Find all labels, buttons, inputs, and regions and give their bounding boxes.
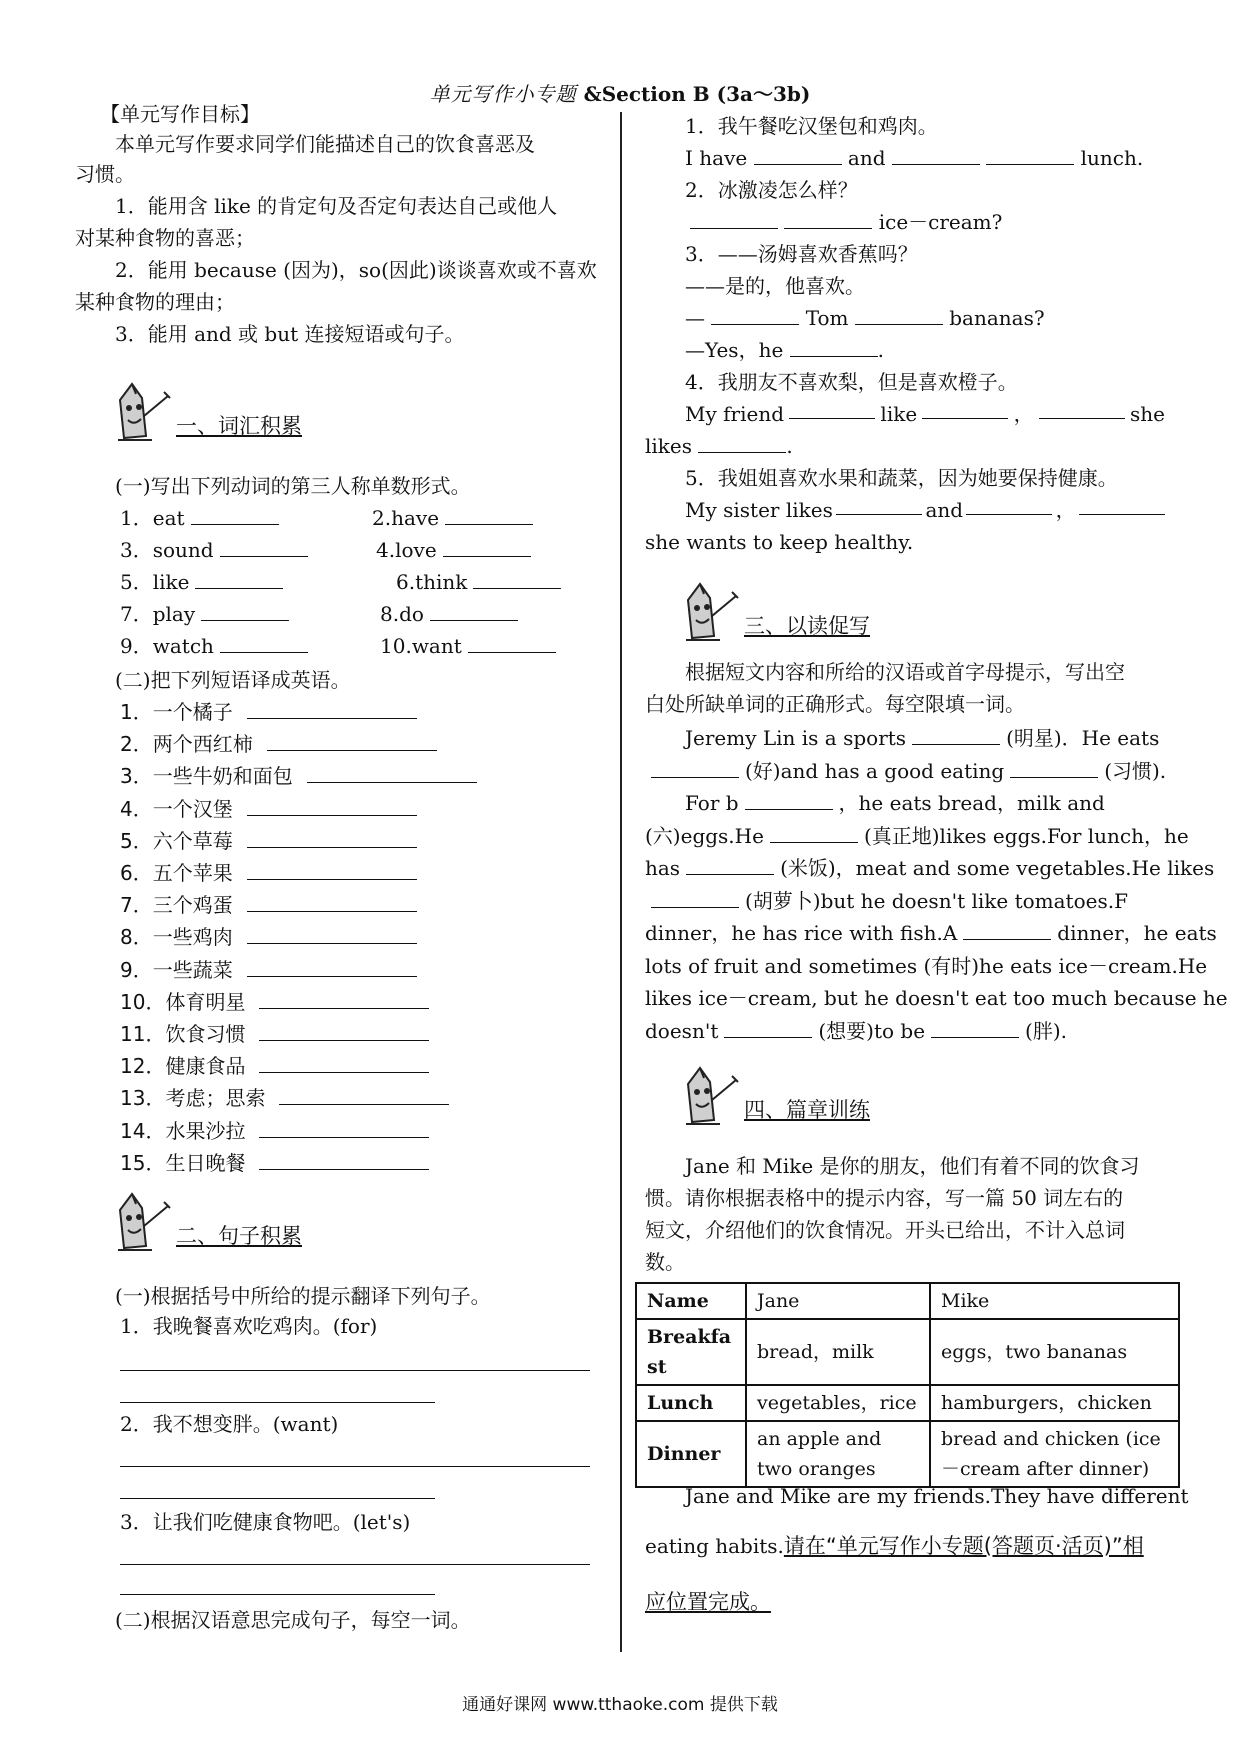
- blank[interactable]: [279, 1084, 449, 1105]
- verb-word: play: [152, 602, 196, 626]
- verb-word: do: [399, 602, 424, 626]
- text: .: [877, 338, 884, 362]
- pencil-mascot-icon: [680, 580, 740, 642]
- answer-page-note-2: 应位置完成。: [645, 1590, 771, 1614]
- phrase-item: [120, 1050, 429, 1082]
- passage-line: [685, 722, 1159, 754]
- passage-text: dinner，he eats: [1057, 921, 1217, 945]
- verb-number: 6.: [396, 570, 416, 594]
- goal-intro-2: 习惯。: [75, 162, 135, 186]
- phrase-text: 3．一些牛奶和面包: [120, 764, 293, 789]
- blank[interactable]: [247, 827, 417, 848]
- writing-intro-2: 惯。请你根据表格中的提示内容，写一篇 50 词左右的: [645, 1186, 1124, 1210]
- blank[interactable]: [443, 536, 531, 557]
- writing-intro-4: 数。: [645, 1250, 685, 1274]
- phrase-text: 6．五个苹果: [120, 861, 233, 885]
- passage-line: [645, 755, 1166, 787]
- writing-start-3: [645, 1586, 771, 1618]
- table-row: [636, 1319, 1179, 1385]
- translate-4-en: [685, 398, 1165, 430]
- answer-line[interactable]: [120, 1466, 590, 1467]
- blank[interactable]: [430, 600, 518, 621]
- text: —: [685, 306, 705, 330]
- answer-line[interactable]: [120, 1594, 435, 1595]
- vocab-part1-instruction: (一)写出下列动词的第三人称单数形式。: [115, 474, 471, 498]
- blank[interactable]: [986, 144, 1074, 165]
- text: Tom: [805, 306, 849, 330]
- phrase-text: 5．六个草莓: [120, 828, 233, 853]
- passage-text: likes ice－cream, but he doesn't eat too much because he: [645, 986, 1228, 1010]
- verb-number: 4.: [376, 538, 396, 562]
- text: ，: [1055, 498, 1076, 522]
- passage-text: (想要)to be: [818, 1018, 926, 1043]
- blank[interactable]: [966, 494, 1052, 515]
- goal-1b: 对某种食物的喜恶；: [75, 226, 255, 250]
- table-cell: Lunch: [636, 1385, 746, 1421]
- sentence-part1-instruction: (一)根据括号中所给的提示翻译下列句子。: [115, 1284, 491, 1308]
- text: like: [880, 402, 918, 426]
- phrase-text: 1．一个橘子: [120, 700, 233, 724]
- verb-number: 10.: [380, 634, 412, 658]
- phrase-text: 4．一个汉堡: [120, 796, 233, 821]
- blank[interactable]: [784, 208, 872, 229]
- blank[interactable]: [247, 923, 417, 944]
- verb-word: have: [391, 506, 440, 530]
- verb-item: [120, 630, 308, 662]
- passage-text: (真正地)likes eggs.For lunch，he: [863, 823, 1189, 848]
- passage-line: [645, 950, 1207, 982]
- verb-word: think: [415, 570, 468, 594]
- table-cell: Breakfast: [636, 1319, 746, 1385]
- vocab-part2-instruction: (二)把下列短语译成英语。: [115, 668, 351, 692]
- section-reading-heading: [680, 580, 870, 642]
- verb-number: 8.: [380, 602, 400, 626]
- passage-line: [645, 1015, 1067, 1047]
- verb-word: sound: [152, 538, 214, 562]
- section-vocab-title: 一、词汇积累: [176, 414, 302, 438]
- text: likes: [645, 434, 693, 458]
- verb-item: [372, 502, 533, 534]
- blank[interactable]: [220, 632, 308, 653]
- passage-text: (米饭)，meat and some vegetables.He likes: [780, 856, 1215, 880]
- text: and: [847, 146, 886, 170]
- passage-text: For b: [685, 791, 739, 815]
- table-cell: vegetables，rice: [746, 1385, 930, 1421]
- pencil-mascot-icon: [112, 380, 172, 442]
- blank[interactable]: [892, 144, 980, 165]
- blank[interactable]: [259, 1020, 429, 1041]
- text: and: [925, 498, 964, 522]
- table-cell: bread，milk: [746, 1319, 930, 1385]
- blank[interactable]: [307, 762, 477, 783]
- translate-2-cn: 2．冰激凌怎么样？: [685, 178, 858, 202]
- passage-line: [685, 787, 1105, 819]
- translate-5-en-b: she wants to keep healthy.: [645, 530, 914, 554]
- blank[interactable]: [790, 336, 878, 357]
- blank[interactable]: [247, 795, 417, 816]
- table-cell: Name: [636, 1283, 746, 1319]
- blank[interactable]: [922, 398, 1008, 419]
- text: I have: [685, 146, 748, 170]
- table-cell: an apple and two oranges: [746, 1421, 930, 1487]
- section-writing-heading: [680, 1064, 870, 1126]
- passage-text: (好)and has a good eating: [745, 758, 1005, 783]
- blank[interactable]: [724, 1017, 812, 1038]
- phrase-text: 2．两个西红柿: [120, 732, 253, 757]
- goal-intro-1: 本单元写作要求同学们能描述自己的饮食喜恶及: [115, 132, 535, 156]
- reading-intro-1: 根据短文内容和所给的汉语或首字母提示，写出空: [685, 660, 1125, 684]
- goal-2b: 某种食物的理由；: [75, 290, 235, 314]
- passage-text: doesn't: [645, 1018, 719, 1043]
- table-cell: Dinner: [636, 1421, 746, 1487]
- blank[interactable]: [259, 1117, 429, 1138]
- writing-intro-3: 短文，介绍他们的饮食情况。开头已给出，不计入总词: [645, 1218, 1125, 1242]
- blank[interactable]: [651, 887, 739, 908]
- text: My sister likes: [685, 498, 833, 522]
- blank[interactable]: [247, 859, 417, 880]
- section-vocab-heading: [112, 380, 302, 442]
- passage-text: (胡萝卜)but he doesn't like tomatoes.F: [745, 888, 1128, 913]
- phrase-item: [120, 954, 417, 986]
- goal-1a: 1．能用含 like 的肯定句及否定句表达自己或他人: [115, 194, 558, 218]
- blank[interactable]: [686, 854, 774, 875]
- phrase-text: 12．健康食品: [120, 1054, 246, 1079]
- translate-1-en: [685, 142, 1143, 174]
- passage-text: (六)eggs.He: [645, 823, 764, 848]
- verb-number: 9．: [120, 634, 153, 658]
- translate-4-cn: 4．我朋友不喜欢梨，但是喜欢橙子。: [685, 370, 1018, 394]
- text: lunch.: [1080, 146, 1144, 170]
- blank[interactable]: [267, 730, 437, 751]
- phrase-item: [120, 921, 417, 953]
- sentence-2: 2．我不想变胖。(want): [120, 1412, 339, 1436]
- section-sentence-title: 二、句子积累: [176, 1224, 302, 1248]
- phrase-text: 8．一些鸡肉: [120, 925, 233, 950]
- passage-text: lots of fruit and sometimes (有时)he eats ice－cream.He: [645, 953, 1208, 978]
- goal-3: 3．能用 and 或 but 连接短语或句子。: [115, 322, 465, 346]
- reading-intro-2: 白处所缺单词的正确形式。每空限填一词。: [645, 692, 1025, 716]
- goal-title: 【单元写作目标】: [100, 102, 260, 126]
- passage-text: dinner，he has rice with fish.A: [645, 921, 958, 945]
- passage-line: [645, 885, 1128, 917]
- blank[interactable]: [191, 504, 279, 525]
- passage-text: ，he eats bread，milk and: [838, 791, 1105, 815]
- text: —Yes，he: [685, 338, 784, 362]
- passage-line: [645, 852, 1214, 884]
- text: .: [786, 434, 793, 458]
- text: ，: [1013, 402, 1034, 426]
- phrase-item: [120, 986, 429, 1018]
- verb-number: 1．: [120, 506, 153, 530]
- verb-word: love: [395, 538, 437, 562]
- column-divider: [620, 112, 622, 1652]
- phrase-item: [120, 696, 417, 728]
- blank[interactable]: [259, 988, 429, 1009]
- phrase-item: [120, 1082, 449, 1114]
- table-row: [636, 1421, 1179, 1487]
- header-title-en: &Section B (3a～3b): [583, 82, 811, 106]
- writing-intro-1: Jane 和 Mike 是你的朋友，他们有着不同的饮食习: [685, 1154, 1140, 1178]
- verb-word: like: [152, 570, 190, 594]
- translate-3-cn: 3．——汤姆喜欢香蕉吗？: [685, 242, 918, 266]
- translate-5-cn: 5．我姐姐喜欢水果和蔬菜，因为她要保持健康。: [685, 466, 1118, 490]
- blank[interactable]: [963, 919, 1051, 940]
- passage-text: Jeremy Lin is a sports: [685, 726, 907, 750]
- blank[interactable]: [259, 1149, 429, 1170]
- phrase-text: 9．一些蔬菜: [120, 957, 233, 982]
- verb-word: eat: [152, 506, 185, 530]
- phrase-item: [120, 825, 417, 857]
- translate-1-cn: 1．我午餐吃汉堡包和鸡肉。: [685, 114, 938, 138]
- table-cell: bread and chicken (ice－cream after dinner): [930, 1421, 1179, 1487]
- translate-3-en: [685, 302, 1045, 334]
- blank[interactable]: [259, 1052, 429, 1073]
- table-cell: Jane: [746, 1283, 930, 1319]
- verb-number: 7．: [120, 602, 153, 626]
- header-title-cn: 单元写作小专题: [429, 82, 577, 106]
- blank[interactable]: [711, 304, 799, 325]
- blank[interactable]: [754, 144, 842, 165]
- answer-line[interactable]: [120, 1498, 435, 1499]
- blank[interactable]: [789, 398, 875, 419]
- verb-item: [120, 598, 289, 630]
- translate-4-en-b: [645, 430, 793, 462]
- verb-item: [380, 598, 518, 630]
- answer-page-note: 请在“单元写作小专题(答题页·活页)”相: [783, 1534, 1144, 1558]
- sentence-3: 3．让我们吃健康食物吧。(let's): [120, 1510, 411, 1534]
- phrase-item: [120, 1018, 429, 1050]
- text: eating habits.: [645, 1534, 784, 1558]
- verb-item: [396, 566, 561, 598]
- answer-line[interactable]: [120, 1564, 590, 1565]
- text: bananas?: [949, 306, 1045, 330]
- phrase-item: [120, 760, 477, 792]
- verb-item: [376, 534, 531, 566]
- eating-habits-table: [635, 1282, 1180, 1488]
- sentence-1: 1．我晚餐喜欢吃鸡肉。(for): [120, 1314, 378, 1338]
- verb-item: [120, 502, 279, 534]
- blank[interactable]: [201, 600, 289, 621]
- footer-credit: 通通好课网 www.tthaoke.com 提供下载: [462, 1695, 778, 1715]
- section-sentence-heading: [112, 1190, 302, 1252]
- answer-line[interactable]: [120, 1402, 435, 1403]
- passage-line: [645, 982, 1228, 1014]
- phrase-item: [120, 1115, 429, 1147]
- translate-3-cn-b: ——是的，他喜欢。: [685, 274, 865, 298]
- table-row: [636, 1385, 1179, 1421]
- translate-5-en: [685, 494, 1165, 526]
- blank[interactable]: [651, 757, 739, 778]
- pencil-mascot-icon: [680, 1064, 740, 1126]
- phrase-text: 15．生日晚餐: [120, 1150, 246, 1175]
- passage-text: (习惯).: [1104, 758, 1167, 783]
- writing-start-2: [645, 1530, 1144, 1562]
- blank[interactable]: [247, 891, 417, 912]
- blank[interactable]: [698, 432, 786, 453]
- verb-item: [380, 630, 556, 662]
- pencil-mascot-icon: [112, 1190, 172, 1252]
- blank[interactable]: [473, 568, 561, 589]
- table-header-row: [636, 1283, 1179, 1319]
- blank[interactable]: [912, 724, 1000, 745]
- phrase-item: [120, 889, 417, 921]
- phrase-text: 10．体育明星: [120, 989, 246, 1014]
- translate-2-en: [690, 206, 1002, 238]
- verb-word: want: [411, 634, 462, 658]
- phrase-text: 7．三个鸡蛋: [120, 893, 233, 918]
- sentence-part2-instruction: (二)根据汉语意思完成句子，每空一词。: [115, 1608, 471, 1632]
- table-cell: Mike: [930, 1283, 1179, 1319]
- verb-item: [120, 566, 283, 598]
- verb-word: watch: [152, 634, 214, 658]
- passage-line: [645, 820, 1189, 852]
- text: My friend: [685, 402, 785, 426]
- phrase-item: [120, 728, 437, 760]
- section-reading-title: 三、以读促写: [744, 614, 870, 638]
- passage-line: [645, 917, 1217, 949]
- text: she: [1129, 402, 1165, 426]
- blank[interactable]: [468, 632, 556, 653]
- section-writing-title: 四、篇章训练: [744, 1098, 870, 1122]
- phrase-item: [120, 1147, 429, 1179]
- verb-item: [120, 534, 308, 566]
- blank[interactable]: [1079, 494, 1165, 515]
- blank[interactable]: [745, 789, 833, 810]
- table-cell: eggs，two bananas: [930, 1319, 1179, 1385]
- blank[interactable]: [836, 494, 922, 515]
- verb-number: 3．: [120, 538, 153, 562]
- passage-text: has: [645, 856, 681, 880]
- passage-text: (明星)．He eats: [1006, 726, 1160, 750]
- blank[interactable]: [855, 304, 943, 325]
- text: ice－cream?: [878, 210, 1003, 234]
- phrase-text: 13．考虑；思索: [120, 1086, 266, 1111]
- verb-number: 2.: [372, 506, 392, 530]
- blank[interactable]: [247, 698, 417, 719]
- verb-number: 5．: [120, 570, 153, 594]
- blank[interactable]: [445, 504, 533, 525]
- writing-start-1: Jane and Mike are my friends.They have different: [685, 1484, 1189, 1508]
- phrase-text: 11．饮食习惯: [120, 1022, 246, 1046]
- blank[interactable]: [1039, 398, 1125, 419]
- phrase-item: [120, 857, 417, 889]
- table-cell: hamburgers，chicken: [930, 1385, 1179, 1421]
- blank[interactable]: [195, 568, 283, 589]
- blank[interactable]: [770, 822, 858, 843]
- answer-line[interactable]: [120, 1370, 590, 1371]
- blank[interactable]: [247, 956, 417, 977]
- blank[interactable]: [220, 536, 308, 557]
- blank[interactable]: [1010, 757, 1098, 778]
- goal-2a: 2．能用 because (因为)，so(因此)谈谈喜欢或不喜欢: [115, 258, 597, 282]
- phrase-item: [120, 793, 417, 825]
- phrase-text: 14．水果沙拉: [120, 1118, 246, 1143]
- translate-3-en-b: [685, 334, 884, 366]
- blank[interactable]: [931, 1017, 1019, 1038]
- blank[interactable]: [690, 208, 778, 229]
- passage-text: (胖).: [1025, 1018, 1068, 1043]
